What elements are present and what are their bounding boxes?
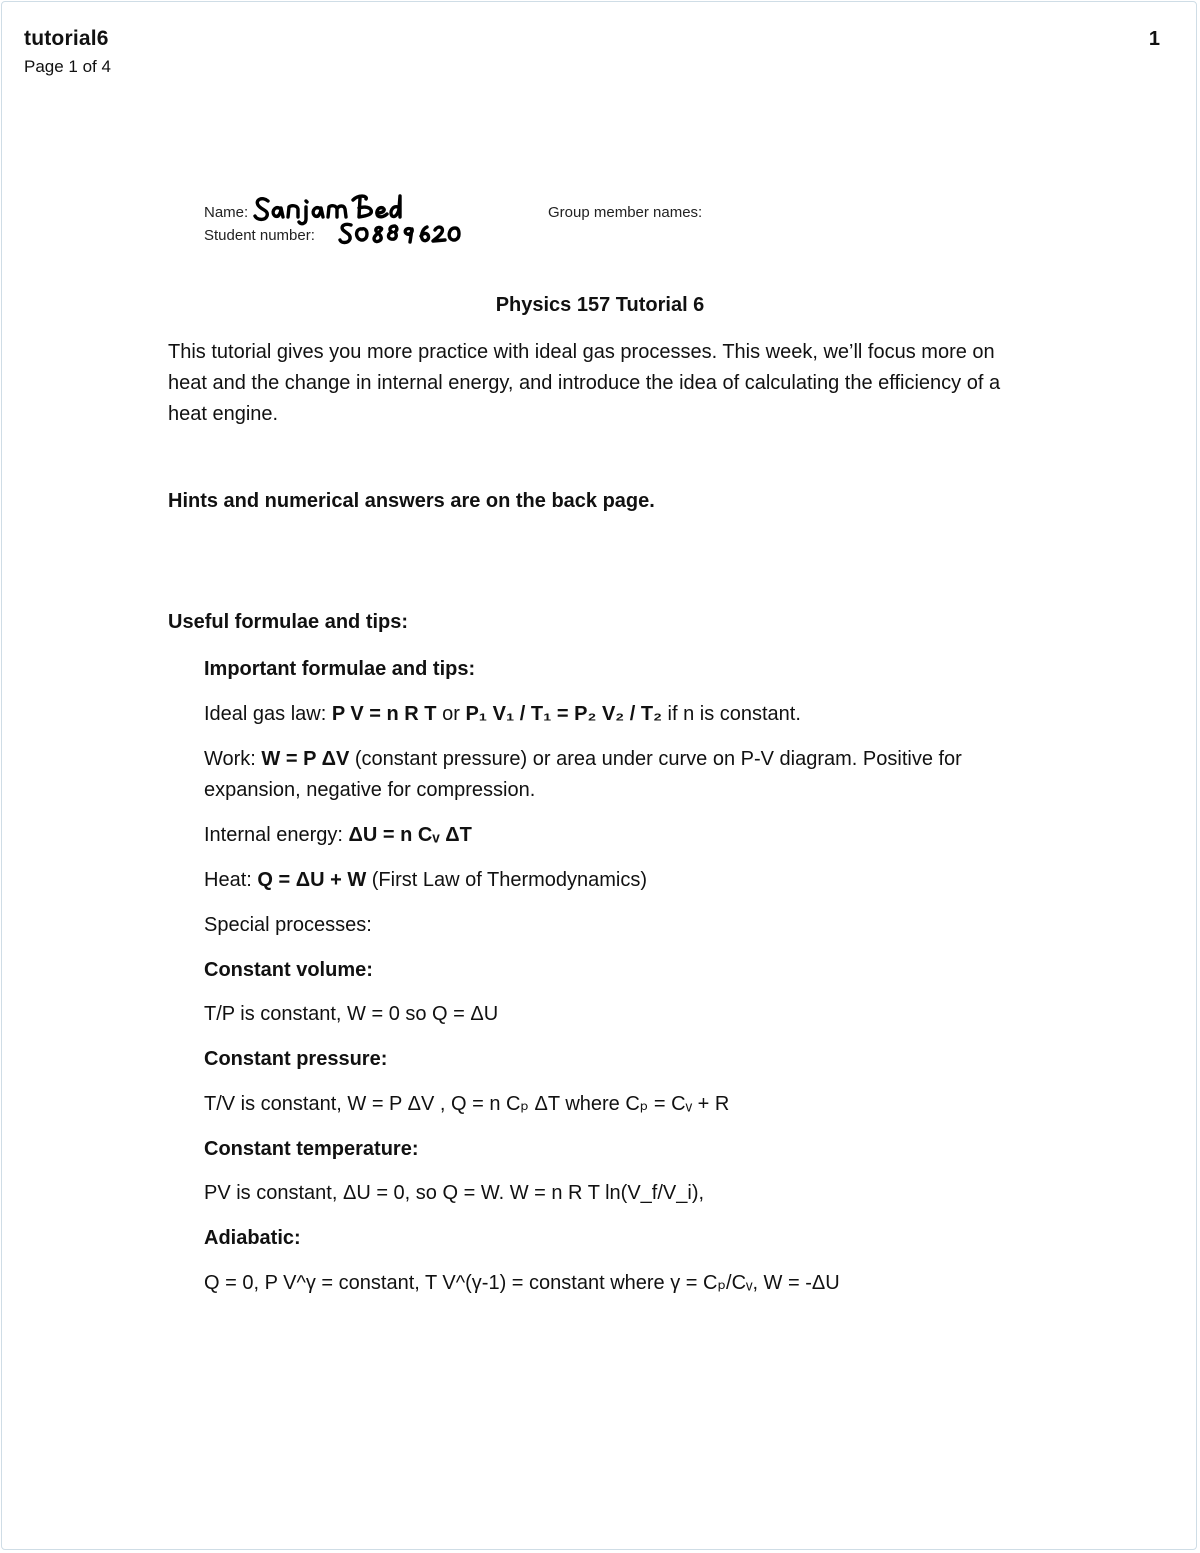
heat-label: Heat:: [204, 869, 258, 891]
name-label: Name:: [204, 204, 249, 221]
work-line: [204, 744, 962, 775]
heat-tail: (First Law of Thermodynamics): [366, 869, 648, 891]
work-tail: (constant pressure) or area under curve on P-V diagram. Positive for: [349, 748, 962, 770]
ideal-gas-or: or: [436, 703, 466, 725]
internal-energy-label: Internal energy:: [204, 824, 349, 846]
heat-equation: Q = ΔU + W: [257, 869, 367, 891]
page-indicator: Page 1 of 4: [24, 57, 111, 76]
group-member-label: Group member names:: [548, 204, 703, 221]
page-frame: [1, 1, 1197, 1550]
constant-pressure-text: T/V is constant, W = P ΔV , Q = n Cₚ ΔT where Cₚ = Cᵥ + R: [204, 1093, 730, 1115]
internal-energy-line: [204, 820, 472, 851]
work-line-continued: expansion, negative for compression.: [204, 779, 536, 801]
ideal-gas-equation: P V = n R T: [331, 703, 437, 725]
constant-temperature-text: PV is constant, ΔU = 0, so Q = W. W = n R T ln(V_f/V_i),: [204, 1182, 705, 1204]
page-number: 1: [1148, 28, 1160, 50]
constant-volume-heading: Constant volume:: [204, 959, 373, 981]
useful-formulae-heading: Useful formulae and tips:: [168, 611, 409, 633]
ideal-gas-tail: if n is constant.: [661, 703, 801, 725]
student-number-label: Student number:: [204, 227, 315, 244]
adiabatic-text: Q = 0, P V^γ = constant, T V^(γ-1) = constant where γ = Cₚ/Cᵥ, W = -ΔU: [204, 1272, 840, 1294]
handwritten-student-number: [337, 219, 465, 249]
constant-pressure-heading: Constant pressure:: [204, 1048, 388, 1070]
work-equation: W = P ΔV: [261, 748, 350, 770]
important-formulae-heading: Important formulae and tips:: [204, 658, 476, 680]
ideal-gas-label: Ideal gas law:: [204, 703, 332, 725]
combined-gas-equation: P₁ V₁ / T₁ = P₂ V₂ / T₂: [465, 703, 662, 725]
document-heading: Physics 157 Tutorial 6: [495, 294, 705, 316]
document-title-header: tutorial6: [24, 27, 109, 50]
constant-temperature-heading: Constant temperature:: [204, 1138, 419, 1160]
heat-line: [204, 865, 647, 896]
hints-note: Hints and numerical answers are on the back page.: [168, 490, 655, 512]
work-label: Work:: [204, 748, 262, 770]
ideal-gas-law-line: [204, 699, 801, 730]
internal-energy-equation: ΔU = n Cᵥ ΔT: [348, 824, 472, 846]
special-processes-label: Special processes:: [204, 914, 372, 936]
intro-paragraph: This tutorial gives you more practice with ideal gas processes. This week, we’ll focus more on heat and the change in internal energy, and introduce the idea of calculating the efficiency of a heat engine.: [168, 341, 1001, 425]
constant-volume-text: T/P is constant, W = 0 so Q = ΔU: [204, 1003, 499, 1025]
adiabatic-heading: Adiabatic:: [204, 1227, 301, 1249]
